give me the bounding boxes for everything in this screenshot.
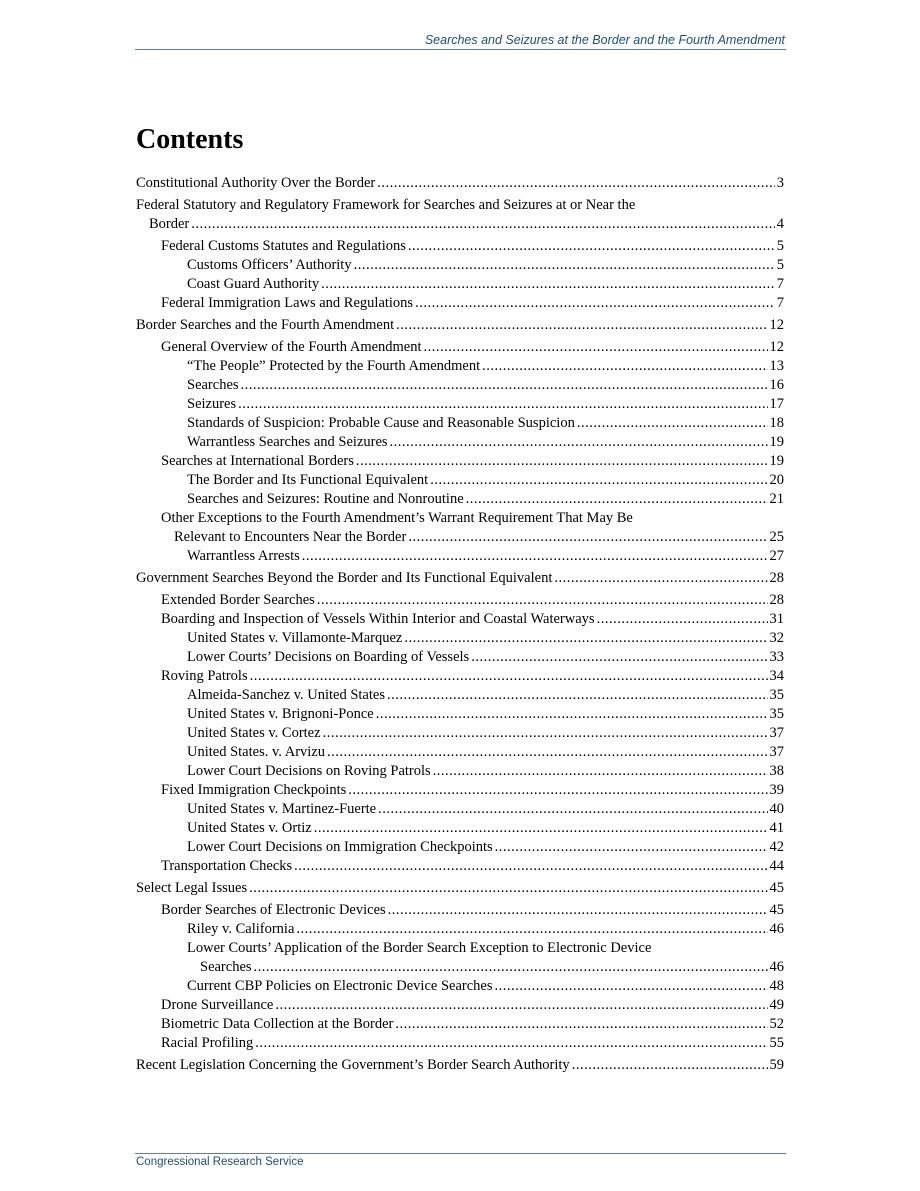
toc-entry-title-line: Other Exceptions to the Fourth Amendment’s Warrant Requirement That May Be <box>161 510 633 526</box>
toc-entry-page: 4 <box>776 216 784 232</box>
toc-entry-page: 40 <box>769 801 784 817</box>
dot-leader <box>430 471 767 490</box>
toc-entry-title: Government Searches Beyond the Border and Its Functional Equivalent <box>136 570 553 586</box>
toc-entry-page: 32 <box>769 630 784 646</box>
toc-entry-page: 3 <box>776 175 784 191</box>
toc-item[interactable] <box>136 724 784 743</box>
toc-entry-page: 28 <box>769 592 784 608</box>
toc-entry-page: 52 <box>769 1016 784 1032</box>
footer-divider <box>135 1153 786 1154</box>
toc-item[interactable] <box>136 939 784 977</box>
dot-leader <box>314 819 768 838</box>
toc-item[interactable] <box>136 591 784 610</box>
dot-leader <box>327 743 768 762</box>
toc-entry-title: Constitutional Authority Over the Border <box>136 175 376 191</box>
toc-entry-title: Boarding and Inspection of Vessels Within Interior and Coastal Waterways <box>161 611 595 627</box>
toc-entry-title: United States v. Brignoni-Ponce <box>187 706 374 722</box>
toc-entry-page: 18 <box>769 415 784 431</box>
toc-entry-page: 48 <box>769 978 784 994</box>
dot-leader <box>404 629 767 648</box>
toc-entry-page: 12 <box>769 317 784 333</box>
toc-entry-title: Border <box>149 216 190 232</box>
toc-entry-page: 33 <box>769 649 784 665</box>
toc-entry-title: Roving Patrols <box>161 668 248 684</box>
dot-leader <box>471 648 767 667</box>
toc-entry-page: 44 <box>769 858 784 874</box>
toc-entry-title: United States v. Villamonte-Marquez <box>187 630 403 646</box>
toc-entry-title: Searches <box>200 959 252 975</box>
dot-leader <box>577 414 768 433</box>
toc-entry-title: “The People” Protected by the Fourth Amendment <box>187 358 481 374</box>
dot-leader <box>387 686 768 705</box>
toc-item[interactable] <box>136 490 784 509</box>
dot-leader <box>424 338 768 357</box>
toc-entry-title: Coast Guard Authority <box>187 276 320 292</box>
dot-leader <box>302 547 768 566</box>
toc-item[interactable] <box>136 569 784 588</box>
toc-entry-title: Border Searches and the Fourth Amendment <box>136 317 395 333</box>
toc-entry-page: 28 <box>769 570 784 586</box>
toc-item[interactable] <box>136 452 784 471</box>
dot-leader <box>495 977 768 996</box>
toc-item[interactable] <box>136 316 784 335</box>
toc-entry-title: Recent Legislation Concerning the Government’s Border Search Authority <box>136 1057 570 1073</box>
toc-entry-title: Transportation Checks <box>161 858 293 874</box>
toc-entry-page: 19 <box>769 434 784 450</box>
dot-leader <box>408 528 767 547</box>
dot-leader <box>321 275 775 294</box>
dot-leader <box>348 781 767 800</box>
toc-entry-page: 37 <box>769 744 784 760</box>
running-header: Searches and Seizures at the Border and the Fourth Amendment <box>424 33 785 47</box>
dot-leader <box>466 490 768 509</box>
dot-leader <box>354 256 775 275</box>
toc-entry-page: 41 <box>769 820 784 836</box>
dot-leader <box>395 1015 767 1034</box>
toc-entry-page: 7 <box>776 295 784 311</box>
dot-leader <box>296 920 767 939</box>
toc-item[interactable] <box>136 879 784 898</box>
dot-leader <box>249 879 767 898</box>
dot-leader <box>408 237 775 256</box>
toc-item[interactable] <box>136 977 784 996</box>
toc-entry-title: Warrantless Searches and Seizures <box>187 434 388 450</box>
dot-leader <box>254 958 768 977</box>
toc-entry-title: General Overview of the Fourth Amendment <box>161 339 422 355</box>
toc-entry-title: The Border and Its Functional Equivalent <box>187 472 429 488</box>
toc-item[interactable] <box>136 395 784 414</box>
toc-entry-page: 42 <box>769 839 784 855</box>
toc-entry-page: 46 <box>769 921 784 937</box>
toc-item[interactable] <box>136 1015 784 1034</box>
toc-entry-title: Lower Courts’ Decisions on Boarding of Vessels <box>187 649 470 665</box>
toc-entry-page: 34 <box>769 668 784 684</box>
toc-item[interactable] <box>136 838 784 857</box>
dot-leader <box>495 838 768 857</box>
toc-entry-page: 12 <box>769 339 784 355</box>
toc-entry-page: 35 <box>769 687 784 703</box>
toc-entry-title: Searches at International Borders <box>161 453 354 469</box>
dot-leader <box>377 174 775 193</box>
toc-entry-title: Searches <box>187 377 239 393</box>
toc-entry-title: Drone Surveillance <box>161 997 274 1013</box>
dot-leader <box>572 1056 768 1075</box>
dot-leader <box>241 376 768 395</box>
toc-item[interactable] <box>136 800 784 819</box>
toc-item[interactable] <box>136 996 784 1015</box>
dot-leader <box>317 591 768 610</box>
toc-entry-page: 25 <box>769 529 784 545</box>
dot-leader <box>275 996 767 1015</box>
toc-entry-title: Standards of Suspicion: Probable Cause and Reasonable Suspicion <box>187 415 575 431</box>
toc-entry-title: Fixed Immigration Checkpoints <box>161 782 347 798</box>
table-of-contents <box>136 174 784 1075</box>
toc-entry-page: 7 <box>776 276 784 292</box>
dot-leader <box>390 433 768 452</box>
toc-item[interactable] <box>136 819 784 838</box>
toc-item[interactable] <box>136 901 784 920</box>
toc-entry-page: 59 <box>769 1057 784 1073</box>
dot-leader <box>482 357 767 376</box>
toc-entry-page: 45 <box>769 902 784 918</box>
toc-entry-page: 16 <box>769 377 784 393</box>
toc-item[interactable] <box>136 237 784 256</box>
dot-leader <box>250 667 768 686</box>
toc-entry-title: Customs Officers’ Authority <box>187 257 352 273</box>
dot-leader <box>388 901 768 920</box>
dot-leader <box>415 294 775 313</box>
toc-entry-title: Relevant to Encounters Near the Border <box>174 529 407 545</box>
toc-entry-page: 21 <box>769 491 784 507</box>
toc-entry-title: Biometric Data Collection at the Border <box>161 1016 394 1032</box>
toc-entry-title: Almeida-Sanchez v. United States <box>187 687 385 703</box>
toc-entry-title: Extended Border Searches <box>161 592 315 608</box>
toc-item[interactable] <box>136 762 784 781</box>
toc-entry-title: Searches and Seizures: Routine and Nonroutine <box>187 491 464 507</box>
toc-item[interactable] <box>136 1056 784 1075</box>
dot-leader <box>255 1034 767 1053</box>
toc-entry-title: Lower Court Decisions on Immigration Checkpoints <box>187 839 493 855</box>
dot-leader <box>323 724 768 743</box>
dot-leader <box>554 569 767 588</box>
toc-entry-page: 20 <box>769 472 784 488</box>
toc-entry-page: 17 <box>769 396 784 412</box>
toc-entry-title: Seizures <box>187 396 237 412</box>
toc-entry-page: 37 <box>769 725 784 741</box>
toc-item[interactable] <box>136 610 784 629</box>
toc-entry-page: 38 <box>769 763 784 779</box>
toc-entry-page: 55 <box>769 1035 784 1051</box>
toc-item[interactable] <box>136 648 784 667</box>
toc-item[interactable] <box>136 1034 784 1053</box>
toc-entry-page: 49 <box>769 997 784 1013</box>
toc-entry-title: Riley v. California <box>187 921 295 937</box>
toc-entry-title: Federal Customs Statutes and Regulations <box>161 238 406 254</box>
header-divider <box>135 49 786 50</box>
toc-entry-title: United States v. Martinez-Fuerte <box>187 801 377 817</box>
toc-entry-title-line: Lower Courts’ Application of the Border Search Exception to Electronic Device <box>187 940 652 956</box>
toc-item[interactable] <box>136 781 784 800</box>
toc-entry-title: Federal Immigration Laws and Regulations <box>161 295 414 311</box>
dot-leader <box>238 395 767 414</box>
toc-entry-page: 31 <box>769 611 784 627</box>
toc-item[interactable] <box>136 433 784 452</box>
toc-item[interactable] <box>136 667 784 686</box>
toc-entry-title: United States v. Ortiz <box>187 820 312 836</box>
toc-item[interactable] <box>136 414 784 433</box>
toc-entry-page: 39 <box>769 782 784 798</box>
dot-leader <box>378 800 767 819</box>
toc-item[interactable] <box>136 376 784 395</box>
toc-entry-page: 5 <box>776 238 784 254</box>
toc-entry-page: 27 <box>769 548 784 564</box>
contents-heading: Contents <box>136 124 244 155</box>
toc-item[interactable] <box>136 294 784 313</box>
toc-entry-page: 45 <box>769 880 784 896</box>
toc-entry-title: Lower Court Decisions on Roving Patrols <box>187 763 431 779</box>
dot-leader <box>356 452 768 471</box>
toc-item[interactable] <box>136 174 784 193</box>
toc-item[interactable] <box>136 471 784 490</box>
toc-entry-title: United States. v. Arvizu <box>187 744 325 760</box>
dot-leader <box>433 762 768 781</box>
dot-leader <box>376 705 768 724</box>
toc-entry-page: 5 <box>776 257 784 273</box>
toc-item[interactable] <box>136 705 784 724</box>
dot-leader <box>396 316 767 335</box>
toc-entry-title: Current CBP Policies on Electronic Device Searches <box>187 978 493 994</box>
dot-leader <box>191 215 774 234</box>
toc-entry-title-line: Federal Statutory and Regulatory Framework for Searches and Seizures at or Near the <box>136 197 636 213</box>
dot-leader <box>294 857 767 876</box>
toc-item[interactable] <box>136 686 784 705</box>
toc-entry-title: Select Legal Issues <box>136 880 248 896</box>
toc-item[interactable] <box>136 357 784 376</box>
toc-item[interactable] <box>136 256 784 275</box>
toc-item[interactable] <box>136 743 784 762</box>
toc-item[interactable] <box>136 509 784 547</box>
toc-entry-page: 46 <box>769 959 784 975</box>
toc-item[interactable] <box>136 629 784 648</box>
toc-item[interactable] <box>136 920 784 939</box>
toc-entry-page: 35 <box>769 706 784 722</box>
footer-source: Congressional Research Service <box>136 1156 304 1168</box>
toc-entry-page: 19 <box>769 453 784 469</box>
toc-item[interactable] <box>136 338 784 357</box>
toc-item[interactable] <box>136 275 784 294</box>
toc-entry-title: Racial Profiling <box>161 1035 254 1051</box>
toc-entry-page: 13 <box>769 358 784 374</box>
dot-leader <box>597 610 768 629</box>
toc-entry-title: Warrantless Arrests <box>187 548 300 564</box>
toc-item[interactable] <box>136 547 784 566</box>
toc-item[interactable] <box>136 196 784 234</box>
toc-item[interactable] <box>136 857 784 876</box>
toc-entry-title: United States v. Cortez <box>187 725 321 741</box>
toc-entry-title: Border Searches of Electronic Devices <box>161 902 386 918</box>
